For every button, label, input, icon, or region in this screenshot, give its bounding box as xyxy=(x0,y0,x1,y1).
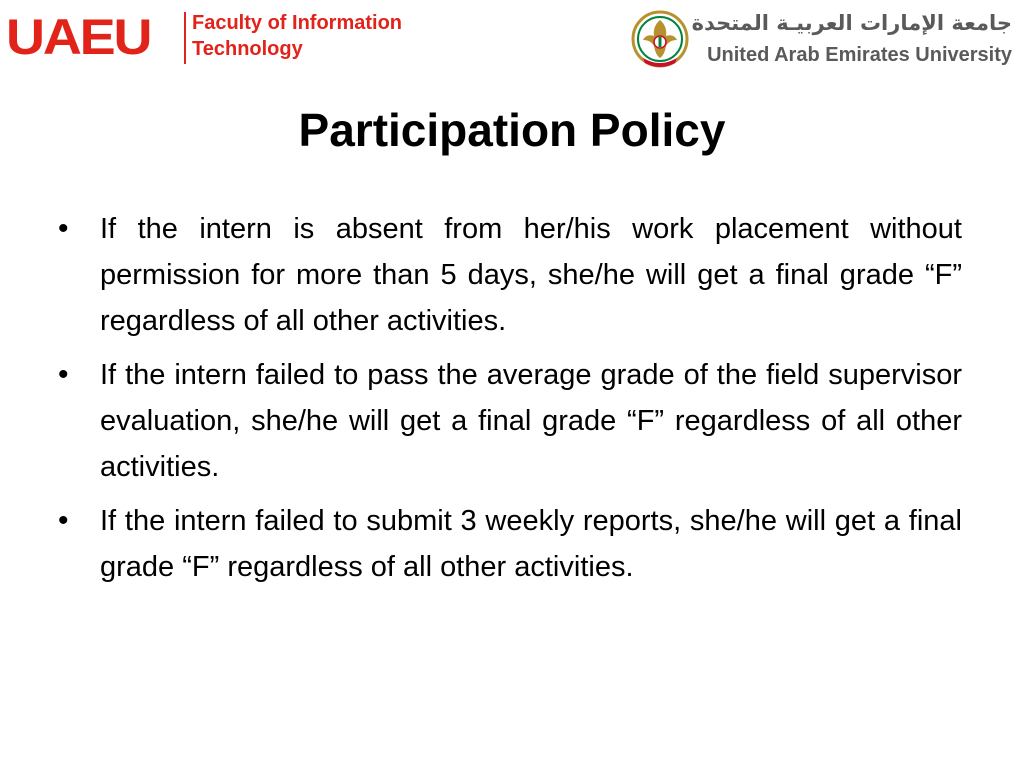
bullet-item xyxy=(56,206,962,344)
logo-divider xyxy=(184,12,186,64)
bullet-text: If the intern failed to submit 3 weekly reports, she/he will get a final grade “F” regardless of all other activities. xyxy=(100,505,962,583)
uae-falcon-emblem-icon xyxy=(631,6,689,72)
bullet-item xyxy=(56,498,962,590)
policy-bullet-list xyxy=(56,206,962,598)
bullet-item xyxy=(56,352,962,490)
bullet-text: If the intern is absent from her/his work placement without permission for more than 5 days, she/he will get a final grade “F” regardless of all other activities. xyxy=(100,213,962,337)
faculty-name-line-1: Faculty of Information xyxy=(192,12,402,34)
slide-header xyxy=(0,0,1024,80)
bullet-dot-icon: • xyxy=(58,212,69,245)
uaeu-faculty-logo xyxy=(6,8,426,68)
bullet-dot-icon: • xyxy=(58,504,69,537)
university-name-english: United Arab Emirates University xyxy=(707,44,1012,66)
uaeu-university-logo xyxy=(631,6,1016,72)
slide-title: Participation Policy xyxy=(298,104,726,156)
bullet-dot-icon: • xyxy=(58,358,69,391)
faculty-name-line-2: Technology xyxy=(192,38,303,60)
bullet-text: If the intern failed to pass the average grade of the field supervisor evaluation, she/he will get a final grade “F” regardless of all other activities. xyxy=(100,359,962,483)
uaeu-wordmark: UAEU xyxy=(6,9,151,65)
university-name-arabic: جامعة الإمارات العربيـة المتحدة xyxy=(691,11,1012,35)
